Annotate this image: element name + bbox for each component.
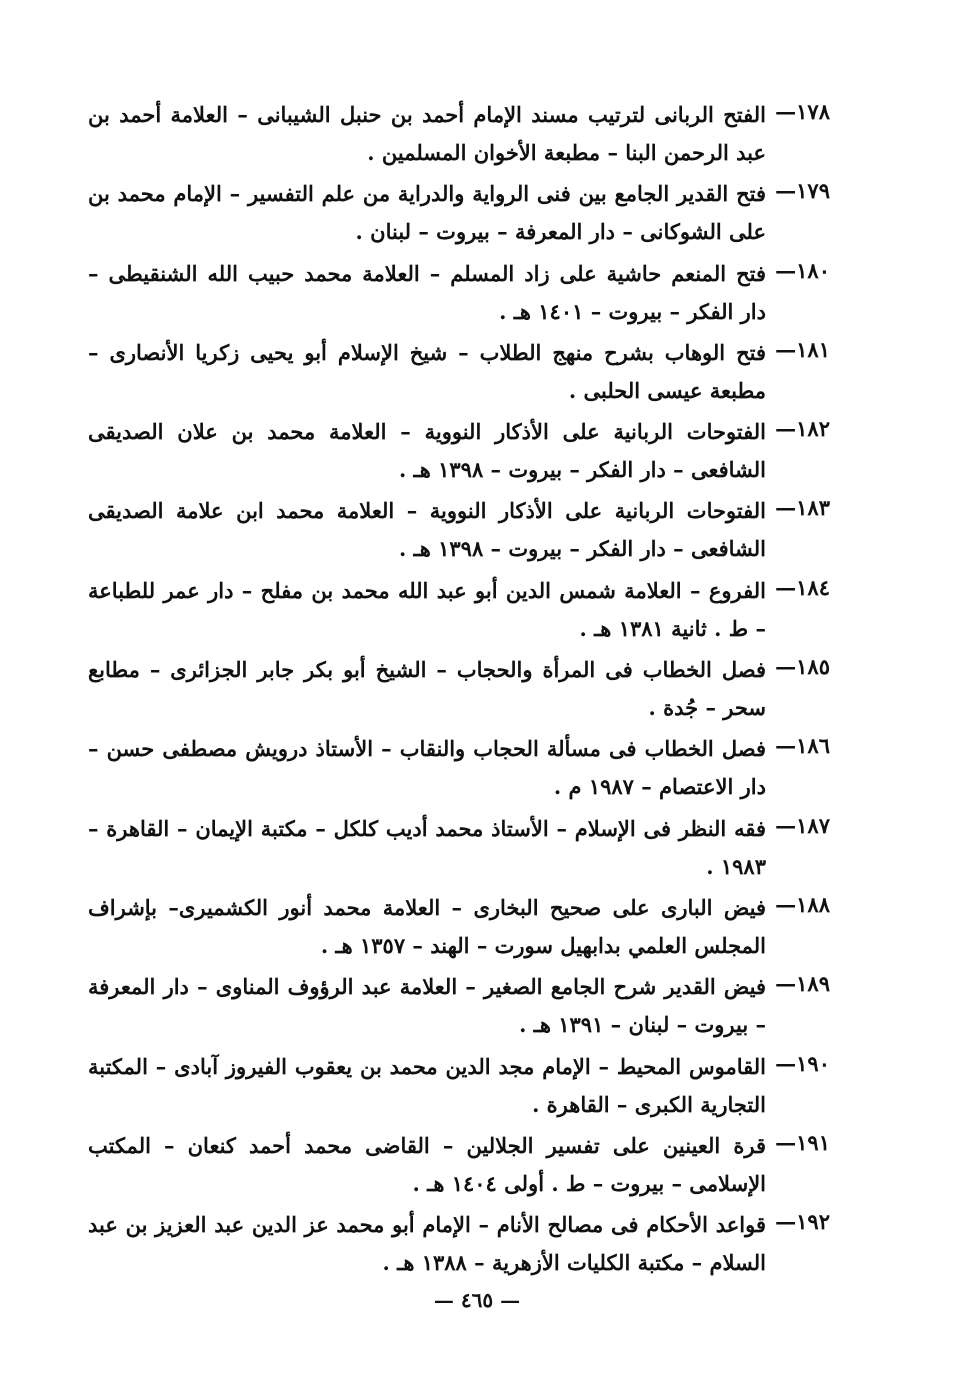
bibliography-entry <box>88 1040 830 1119</box>
entry-text: فصل الخطاب فى مسألة الحجاب والنقاب – الأستاذ درويش مصطفى حسن – دار الاعتصام – ١٩٨٧ م . <box>88 736 766 800</box>
entry-text: الفتوحات الربانية على الأذكار النووية – العلامة محمد ابن علامة الصديقى الشافعى – دار الفكر – بيروت – ١٣٩٨ هـ . <box>88 498 766 562</box>
bibliography-entry <box>88 722 830 801</box>
entry-number: ١٨٢— <box>775 416 830 442</box>
entry-text: الفتح الربانى لترتيب مسند الإمام أحمد بن حنبل الشيبانى – العلامة أحمد بن عبد الرحمن البنا – مطبعة الأخوان المسلمين . <box>88 102 766 165</box>
entry-text: قواعد الأحكام فى مصالح الأنام – الإمام أبو محمد عز الدين عبد العزيز بن عبد السلام – مكتبة الكليات الأزهرية – ١٣٨٨ هـ . <box>88 1212 766 1276</box>
bibliography-entry <box>88 1198 830 1277</box>
entry-text: فتح الوهاب بشرح منهج الطلاب – شيخ الإسلام أبو يحيى زكريا الأنصارى – مطبعة عيسى الحلبى . <box>88 339 766 403</box>
bibliography-entry <box>88 247 830 326</box>
bibliography-entry <box>88 881 830 960</box>
entry-number: ١٨٣— <box>775 495 830 521</box>
entry-number: ١٧٨— <box>775 99 830 124</box>
bibliography-list <box>88 88 830 1277</box>
entry-text: فتح القدير الجامع بين فنى الرواية والدراية من علم التفسير – الإمام محمد بن على الشوكانى – دار المعرفة – بيروت – لبنان . <box>88 181 766 245</box>
bibliography-entry <box>88 405 830 484</box>
entry-number: ١٨٧— <box>775 812 830 838</box>
entry-text: القاموس المحيط – الإمام مجد الدين محمد بن يعقوب الفيروز آبادى – المكتبة التجارية الكبرى – القاهرة . <box>88 1053 766 1117</box>
bibliography-entry <box>88 643 830 722</box>
bibliography-entry <box>88 88 830 167</box>
bibliography-entry <box>88 167 830 246</box>
entry-number: ١٩٢— <box>775 1209 830 1235</box>
entry-text: الفتوحات الربانية على الأذكار النووية – العلامة محمد بن علان الصديقى الشافعى – دار الفكر – بيروت – ١٣٩٨ هـ . <box>88 419 766 483</box>
entry-text: فصل الخطاب فى المرأة والحجاب – الشيخ أبو بكر جابر الجزائرى – مطابع سحر – جُدة . <box>88 657 766 721</box>
entry-number: ١٧٩— <box>775 178 830 204</box>
entry-number: ١٨٥— <box>775 654 830 680</box>
entry-number: ١٨٦— <box>775 733 830 759</box>
entry-text: فتح المنعم حاشية على زاد المسلم – العلامة محمد حبيب الله الشنقيطى – دار الفكر – بيروت – ١٤٠١ هـ . <box>88 260 766 324</box>
entry-number: ١٨٠— <box>775 257 830 283</box>
page-number: — ٤٦٥ — <box>433 1288 521 1312</box>
entry-number: ١٨١— <box>775 336 830 362</box>
entry-number: ١٨٩— <box>775 971 830 997</box>
bibliography-entry <box>88 1119 830 1198</box>
entry-text: الفروع – العلامة شمس الدين أبو عبد الله محمد بن مفلح – دار عمر للطباعة – ط . ثانية ١٣٨١ هـ . <box>88 577 766 641</box>
entry-text: فيض القدير شرح الجامع الصغير – العلامة عبد الرؤوف المناوى – دار المعرفة – بيروت – لبنان – ١٣٩١ هـ . <box>88 974 766 1038</box>
entry-text: فيض البارى على صحيح البخارى – العلامة محمد أنور الكشميرى– بإشراف المجلس العلمي بدابهيل سورت – الهند – ١٣٥٧ هـ . <box>88 894 766 958</box>
entry-number: ١٩٠— <box>775 1050 830 1076</box>
entry-number: ١٩١— <box>775 1129 830 1155</box>
entry-text: فقه النظر فى الإسلام – الأستاذ محمد أديب كلكل – مكتبة الإيمان – القاهرة – ١٩٨٣ . <box>88 815 766 879</box>
bibliography-entry <box>88 326 830 405</box>
bibliography-entry <box>88 960 830 1039</box>
bibliography-entry <box>88 802 830 881</box>
bibliography-entry <box>88 484 830 563</box>
entry-number: ١٨٨— <box>775 891 830 917</box>
bibliography-entry <box>88 564 830 643</box>
entry-number: ١٨٤— <box>775 574 830 600</box>
entry-text: قرة العينين على تفسير الجلالين – القاضى محمد أحمد كنعان – المكتب الإسلامى – بيروت – ط . أولى ١٤٠٤ هـ . <box>88 1132 766 1196</box>
